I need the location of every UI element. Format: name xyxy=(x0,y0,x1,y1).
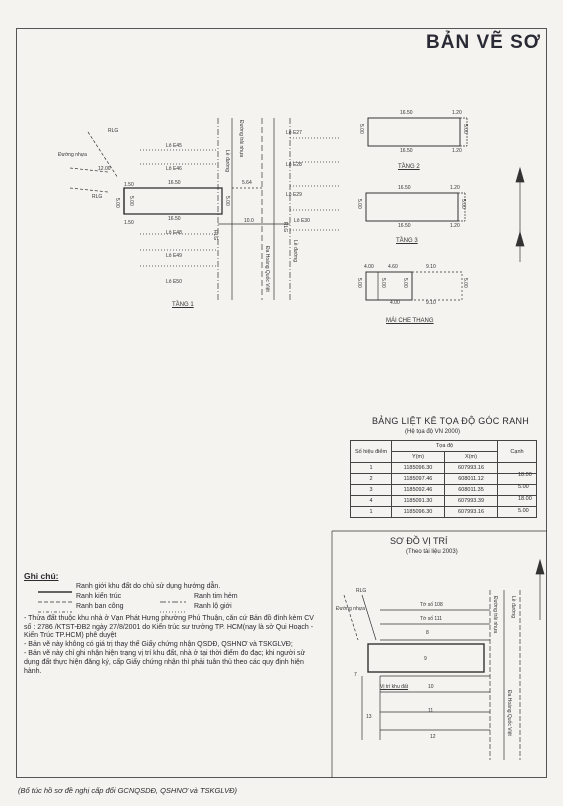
coord-table-title: BẢNG LIỆT KÊ TỌA ĐỘ GÓC RANH xyxy=(372,416,530,426)
coord-table-subtitle: (Hệ tọa độ VN 2000) xyxy=(405,429,461,435)
lot-e49: Lô E49 xyxy=(166,253,182,259)
f3-left: 5.00 xyxy=(356,199,362,209)
notes-title: Ghi chú: xyxy=(24,571,59,581)
footer-note: (Bổ túc hồ sơ đề nghị cấp đổi GCNQSDĐ, QSHNƠ và TSKGLVĐ) xyxy=(18,786,238,795)
loc-le: Lề đường xyxy=(510,596,516,618)
f2-top-r: 1.20 xyxy=(452,110,462,116)
roof-b2: 9.10 xyxy=(426,300,436,306)
f3-bottom-r: 1.20 xyxy=(450,223,460,229)
le-duong-label: Lề đường xyxy=(224,150,230,172)
floor3-label: TẦNG 3 xyxy=(396,238,418,244)
rlg-label-2: RLG xyxy=(92,194,103,200)
roof-b1: 4.00 xyxy=(390,300,400,306)
dim-road: 10.0 xyxy=(244,218,254,224)
f3-right: 5.00 xyxy=(460,199,466,209)
parcel-11: 11 xyxy=(428,708,434,714)
dim-right: 5.00 xyxy=(224,196,230,206)
loc-hqv: Đa Hoàng Quốc Việt xyxy=(506,690,512,736)
lot-e48: Lô E48 xyxy=(166,230,182,236)
sheet-108: Tờ số 108 xyxy=(420,602,443,608)
lot-e46: Lô E46 xyxy=(166,166,182,172)
roof-t3: 9.10 xyxy=(426,264,436,270)
coord-table xyxy=(350,440,537,518)
dim-top: 16.50 xyxy=(168,180,181,186)
f3-top: 16.50 xyxy=(398,185,411,191)
parcel-7: 7 xyxy=(354,672,357,678)
roof-m2: 5.00 xyxy=(402,278,408,288)
rlg-vert-2: RLG xyxy=(282,222,288,233)
lot-e29: Lô E29 xyxy=(286,192,302,198)
table-row: 4 1185091.30 607993.39 xyxy=(351,496,537,507)
le-duong-right: Lề đường xyxy=(292,240,298,262)
lot-e27: Lô E27 xyxy=(286,130,302,136)
table-row: 1 1185096.30 607993.16 xyxy=(351,463,537,474)
road-left-label: Đường nhựa xyxy=(58,152,87,158)
legend-row-2 xyxy=(24,593,314,603)
notes-section xyxy=(24,572,314,676)
f2-bottom: 16.50 xyxy=(400,148,413,154)
note-paragraph-2: - Bản vẽ này không có giá trị thay thế Giấy chứng nhận QSDĐ, QSHNƠ và TSKGLVĐ; xyxy=(24,641,293,649)
parcel-8: 8 xyxy=(426,630,429,636)
legend-balcony: Ranh ban công xyxy=(76,603,124,611)
legend-architecture: Ranh kiến trúc xyxy=(76,593,122,601)
roof-l: 5.00 xyxy=(356,278,362,288)
col-x: X(m) xyxy=(445,452,498,463)
roof-m1: 5.00 xyxy=(380,278,386,288)
loc-road-left: Đường nhựa xyxy=(336,606,365,612)
f2-left: 5.00 xyxy=(358,124,364,134)
roof-t1: 4.00 xyxy=(364,264,374,270)
table-row: 3 1185092.46 608011.35 xyxy=(351,485,537,496)
floor2-label: TẦNG 2 xyxy=(398,164,420,170)
table-row: 1 1185096.30 607993.16 xyxy=(351,507,537,518)
f2-top: 16.50 xyxy=(400,110,413,116)
roof-t2: 4.60 xyxy=(388,264,398,270)
edge-4-1: 5.00 xyxy=(518,508,529,514)
site-location-label: Vị trí khu đất xyxy=(380,684,409,690)
loc-rlg: RLG xyxy=(356,588,367,594)
legend-boundary: Ranh giới khu đất do chủ sử dụng hướng dẫn. xyxy=(76,583,221,591)
location-subtitle: (Theo tài liệu 2003) xyxy=(406,549,458,555)
lot-e30: Lô E30 xyxy=(294,218,310,224)
rlg-vert: RLG xyxy=(212,230,218,241)
dim-564: 5.64 xyxy=(242,180,252,186)
rlg-label: RLG xyxy=(108,128,119,134)
parcel-12: 12 xyxy=(430,734,436,740)
note-paragraph-3: - Bản vẽ này chỉ ghi nhận hiện trạng vị trí khu đất, nhà ở tại thời điểm đo đạc; khi người sử dụng đất thực hiện đăng ký, cấp Giấy chứng nhận thì phải tuân thủ theo các quy định hiện hành. xyxy=(24,649,306,675)
roof-r: 5.00 xyxy=(462,278,468,288)
col-coords: Tọa độ xyxy=(392,441,498,452)
dim-12: 12.00 xyxy=(98,166,111,172)
legend-alley-center: Ranh tim hẻm xyxy=(194,593,238,601)
note-paragraph-1: - Thửa đất thuộc khu nhà ở Vạn Phát Hưng phường Phú Thuận, căn cứ Bản đồ đính kèm CV số : 2786 /KTST-ĐB2 ngày 27/8/2001 do Kiến trúc sư trưởng TP. HCM(nay là sở Qui Hoạch - Kiến Trúc TP.HCM) phê duyệt xyxy=(24,614,314,640)
loc-road: Đường trải nhựa xyxy=(492,596,498,634)
sheet-111: Tờ số 111 xyxy=(420,616,442,622)
edge-2-3: 5.00 xyxy=(518,484,529,490)
lot-e50: Lô E50 xyxy=(166,279,182,285)
col-point: Số hiệu điểm xyxy=(351,441,392,463)
legend-road-boundary: Ranh lộ giới xyxy=(194,603,232,611)
edge-1-2: 18.00 xyxy=(518,472,532,478)
parcel-10: 10 xyxy=(428,684,434,690)
dim-left-top: 1.50 xyxy=(124,182,134,188)
dim-side-a: 5.00 xyxy=(114,198,120,208)
f2-bottom-r: 1.20 xyxy=(452,148,462,154)
location-title: SƠ ĐỒ VỊ TRÍ xyxy=(390,536,448,546)
edge-3-4: 18.00 xyxy=(518,496,532,502)
f3-top-r: 1.20 xyxy=(450,185,460,191)
lot-e28: Lô E28 xyxy=(286,162,302,168)
table-row: 2 1185097.46 608011.12 xyxy=(351,474,537,485)
page-title: BẢN VẼ SƠ xyxy=(426,32,541,53)
col-edge: Cạnh xyxy=(498,441,537,463)
f2-right: 5.00 xyxy=(462,124,468,134)
dim-left-bottom: 1.50 xyxy=(124,220,134,226)
lot-e45: Lô E45 xyxy=(166,143,182,149)
road-mid-label: Đường trải nhựa xyxy=(238,120,244,158)
legend-row-3 xyxy=(24,603,314,613)
dim-bottom: 16.50 xyxy=(168,216,181,222)
f3-bottom: 16.50 xyxy=(398,223,411,229)
parcel-13: 13 xyxy=(366,714,372,720)
floor1-label: TẦNG 1 xyxy=(172,302,194,308)
parcel-9: 9 xyxy=(424,656,427,662)
dim-side-b: 5.00 xyxy=(128,196,134,206)
roof-label: MÁI CHE THANG xyxy=(386,318,434,324)
col-y: Y(m) xyxy=(392,452,445,463)
road-right-label: Đa Hoàng Quốc Việt xyxy=(264,246,270,292)
